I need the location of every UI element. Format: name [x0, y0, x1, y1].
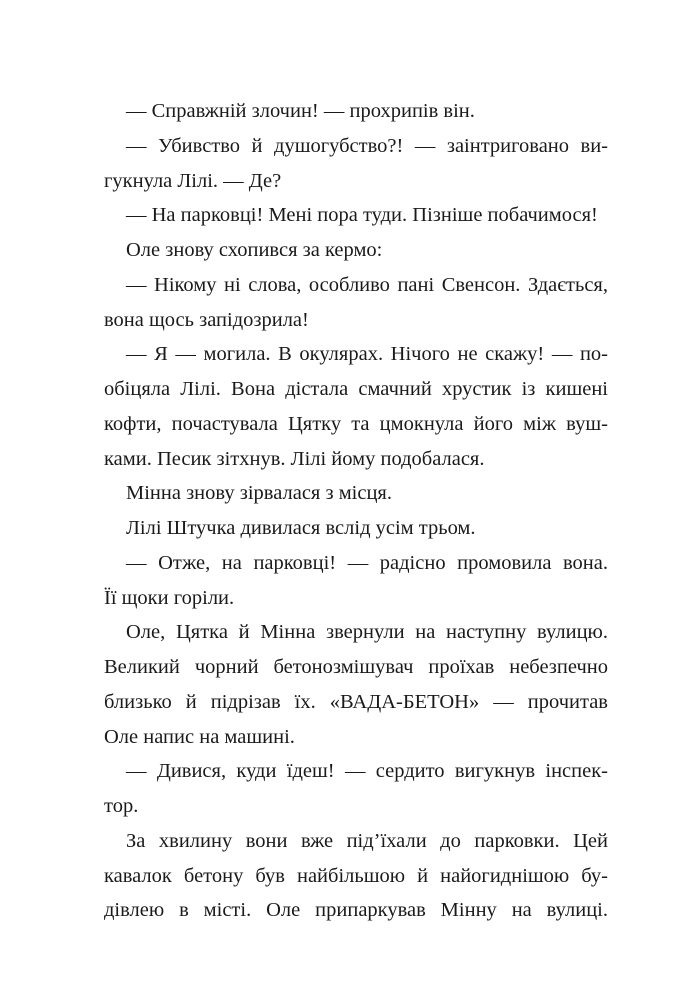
text-line: Лілі Штучка дивилася вслід усім трьом. [126, 517, 476, 539]
text-line: Оле, Цятка й Мінна звернули на наступну вулицю. [126, 621, 608, 644]
text-line: — Я — могила. В окулярах. Нічого не скажу! — по- [126, 343, 608, 366]
text-line: Оле знову схопився за кермо: [126, 239, 383, 261]
text-line: — Дивися, куди їдеш! — сердито вигукнув інспек- [126, 760, 608, 783]
text-line: обіцяла Лілі. Вона дістала смачний хрустик із кишені [104, 378, 608, 400]
text-line: вона щось запідозрила! [104, 308, 309, 331]
page-text [104, 94, 608, 928]
text-line: — Отже, на парковці! — радісно промовила вона. [126, 551, 608, 574]
text-line: — Нікому ні слова, особливо пані Свенсон. Здається, [126, 273, 608, 296]
text-line: тор. [104, 795, 139, 817]
text-line: Оле напис на машині. [104, 725, 295, 748]
text-line: Її щоки горіли. [104, 586, 235, 609]
text-line: Великий чорний бетонозмішувач проїхав небезпечно [104, 656, 608, 678]
text-line: За хвилину вони вже під’їхали до парковки. Цей [126, 829, 608, 852]
text-line: кофти, почастувала Цятку та цмокнула його між вуш- [104, 412, 608, 435]
text-line: — Справжній злочин! — прохрипів він. [126, 100, 475, 122]
text-line: Мінна знову зірвалася з місця. [126, 482, 392, 505]
text-line: дівлею в місті. Оле припаркував Мінну на вулиці. [104, 899, 608, 922]
text-line: — Убивство й душогубство?! — заінтриговано ви- [126, 134, 608, 157]
text-line: кавалок бетону був найбільшою й найогиднішою бу- [104, 864, 608, 887]
text-line: гукнула Лілі. — Де? [104, 169, 282, 192]
text-line: — На парковці! Мені пора туди. Пізніше побачимося! [126, 204, 598, 227]
text-line: ками. Песик зітхнув. Лілі йому подобалася. [104, 447, 485, 470]
text-line: близько й підрізав їх. «ВАДА-БЕТОН» — прочитав [104, 690, 608, 713]
